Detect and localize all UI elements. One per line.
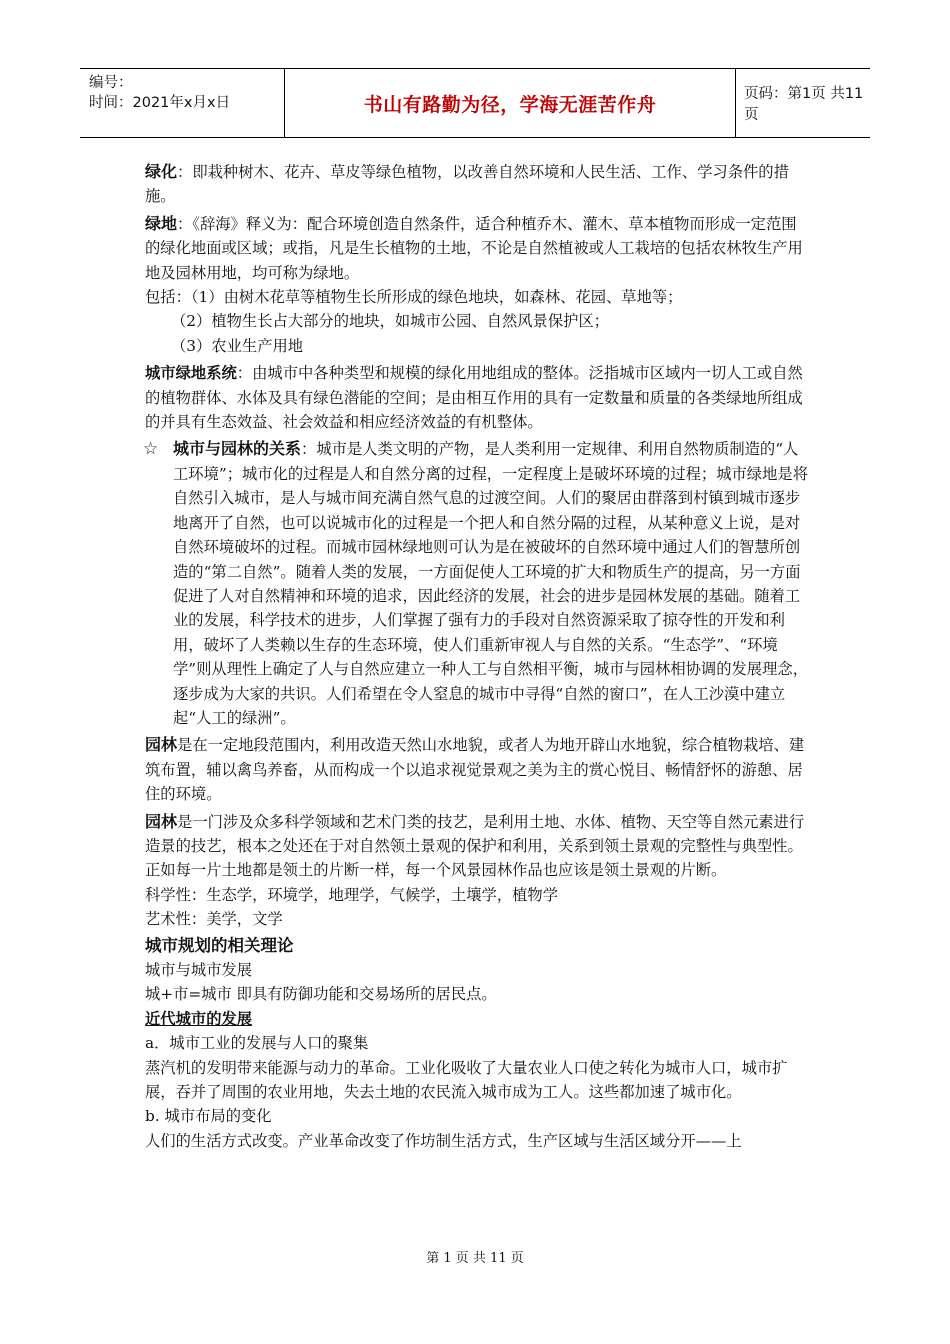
paragraph-text: ：《辞海》释义为：配合环境创造自然条件，适合种植乔木、灌木、草本植物而形成一定范围的绿化地面或区域；或指，凡是生长植物的土地，不论是自然植被或人工栽培的包括农林牧生产用地及园林用地，均可称为绿地。 <box>145 214 803 282</box>
paragraph-greenland <box>145 212 811 285</box>
paragraph-includes-1: 包括：（1）由树木花草等植物生长所形成的绿色地块，如森林、花园、草地等； <box>145 288 683 307</box>
term-garden: 园林 <box>145 811 178 831</box>
paragraph-item-b: b. 城市布局的变化 <box>145 1107 272 1126</box>
document-body <box>145 160 811 1153</box>
paragraph-includes-2: （2）植物生长占大部分的地块，如城市公园、自然风景保护区； <box>171 312 610 331</box>
page-header <box>80 68 870 138</box>
paragraph-text: ：即栽种树木、花卉、草皮等绿色植物，以改善自然环境和人民生活、工作、学习条件的措施。 <box>145 163 789 206</box>
paragraph-item-a: a．城市工业的发展与人口的聚集 <box>145 1034 369 1053</box>
term-greenland: 绿地 <box>145 213 178 233</box>
paragraph-garden-1 <box>145 733 811 806</box>
paragraph-text: ：城市是人类文明的产物，是人类利用一定规律、利用自然物质制造的“人工环境”；城市化的过程是人和自然分离的过程，一定程度上是破坏环境的过程；城市绿地是将自然引入城市，是人与城市间充满自然气息的过渡空间。人们的聚居由群落到村镇到城市逐步地离开了自然，也可以说城市化的过程是一个把人和自然分隔的过程，从某种意义上说，是对自然环境破坏的过程。而城市园林绿地则可认为是在被破坏的自然环境中通过人们的智慧所创造的“第二自然”。随着人类的发展，一方面促使人工环境的扩大和物质生产的提高，另一方面促进了人对自然精神和环境的追求，因此经济的发展，社会的进步是园林发展的基础。随着工业的发展，科学技术的进步，人们掌握了强有力的手段对自然资源采取了掠夺性的开发和利用，破坏了人类赖以生存的生态环境，使人们重新审视人与自然的关系。“生态学”、“环境学”则从理性上确定了人与自然应建立一种人工与自然相平衡，城市与园林相协调的发展理念，逐步成为大家的共识。人们希望在令人窒息的城市中寻得“自然的窗口”，在人工沙漠中建立起“人工的绿洲”。 <box>173 440 808 727</box>
header-page-info: 页码：第1页 共11页 <box>744 86 864 123</box>
paragraph-greening <box>145 160 811 209</box>
paragraph-science: 科学性：生态学，环境学，地理学，气候学，土壤学，植物学 <box>145 885 559 904</box>
paragraph-garden-2 <box>145 810 811 883</box>
time-label: 时间：2021年x月x日 <box>89 95 231 111</box>
term-garden: 园林 <box>145 735 178 755</box>
term-green-system: 城市绿地系统 <box>145 364 237 383</box>
term-greening: 绿化 <box>145 162 178 181</box>
section-heading-modern-city: 近代城市的发展 <box>145 1009 253 1028</box>
paragraph-includes-3: （3）农业生产用地 <box>171 336 304 355</box>
paragraph-city-garden-relation <box>145 437 811 730</box>
header-motto: 书山有路勤为径，学海无涯苦作舟 <box>284 69 736 137</box>
paragraph-text: 是一门涉及众多科学领域和艺术门类的技艺，是利用土地、水体、植物、天空等自然元素进行造景的技艺，根本之处还在于对自然领土景观的保护和利用，关系到领土景观的完整性与典型性。正如每一片土地都是领土的片断一样，每一个风景园林作品也应该是领土景观的片断。 <box>145 812 805 880</box>
paragraph-city-development: 城市与城市发展 <box>145 961 253 979</box>
paragraph-steam-engine: 蒸汽机的发明带来能源与动力的革命。工业化吸收了大量农业人口使之转化为城市人口，城市扩展，吞并了周围的农业用地，失去土地的农民流入城市成为工人。这些都加速了城市化。 <box>145 1058 788 1102</box>
header-meta <box>80 69 284 137</box>
paragraph-city-definition: 城+市=城市 即具有防御功能和交易场所的居民点。 <box>145 985 497 1004</box>
term-city-garden-relation: 城市与园林的关系 <box>173 439 302 459</box>
paragraph-art: 艺术性：美学，文学 <box>145 910 283 929</box>
paragraph-text: 是在一定地段范围内，利用改造天然山水地貌，或者人为地开辟山水地貌，综合植物栽培、建筑布置，辅以禽鸟养畜，从而构成一个以追求视觉景观之美为主的赏心悦目、畅情舒怀的游憩、居住的环境。 <box>145 736 805 804</box>
paragraph-lifestyle: 人们的生活方式改变。产业革命改变了作坊制生活方式，生产区域与生活区域分开——上 <box>145 1131 742 1150</box>
paragraph-green-system <box>145 361 811 434</box>
section-heading-planning: 城市规划的相关理论 <box>145 935 294 955</box>
paragraph-text: ：由城市中各种类型和规模的绿化用地组成的整体。泛指城市区域内一切人工或自然的植物群体、水体及具有绿色潜能的空间；是由相互作用的具有一定数量和质量的各类绿地所组成的并具有生态效益、社会效益和相应经济效益的有机整体。 <box>145 364 803 432</box>
page-footer: 第 1 页 共 11 页 <box>426 1251 524 1266</box>
star-icon: ☆ <box>143 439 159 460</box>
number-label: 编号： <box>89 75 133 91</box>
